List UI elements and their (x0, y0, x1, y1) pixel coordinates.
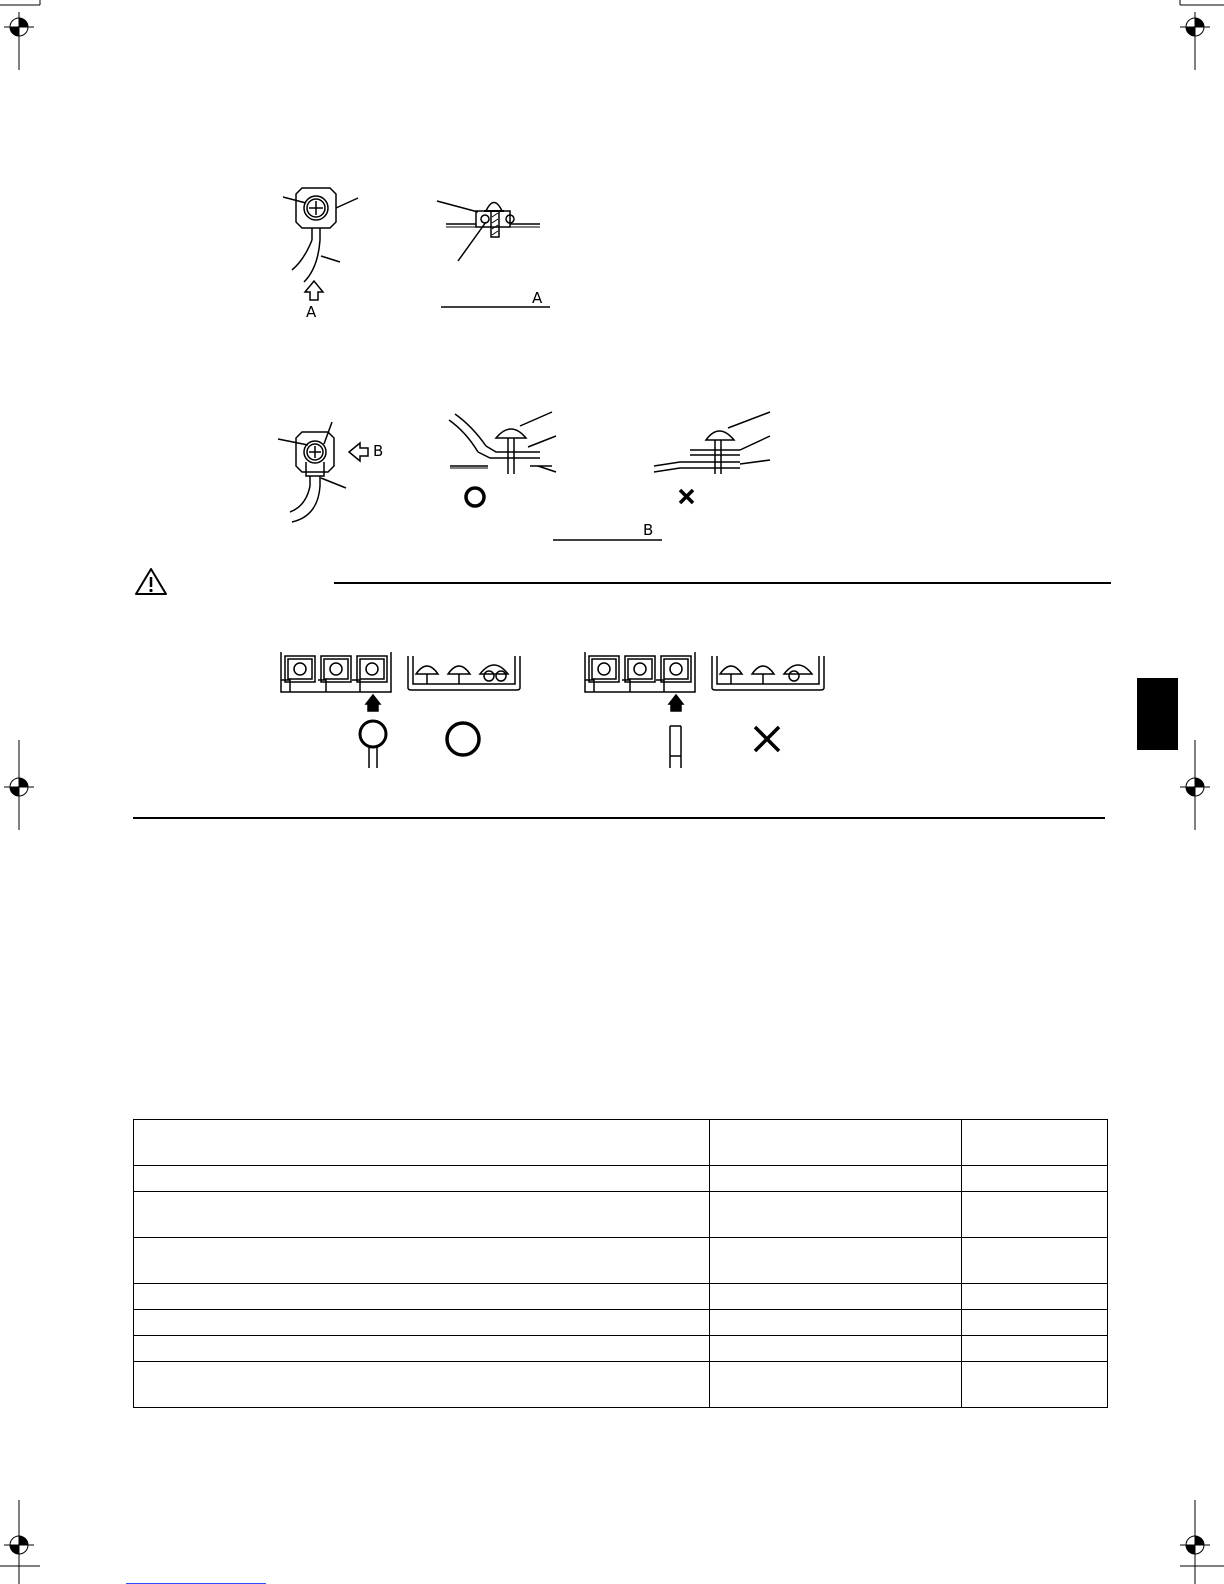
table-cell (962, 1362, 1108, 1408)
table-cell (710, 1120, 962, 1166)
figure-b-view-letter: B (373, 442, 384, 460)
table-cell (710, 1238, 962, 1284)
table-cell (134, 1166, 710, 1192)
table-cell (710, 1362, 962, 1408)
table-cell (710, 1284, 962, 1310)
table-cell (962, 1120, 1108, 1166)
table-cell (710, 1310, 962, 1336)
table-cell (134, 1310, 710, 1336)
terminal-incorrect-mark-icon (755, 727, 779, 751)
figure-a-caption-letter: A (532, 289, 543, 307)
terminal-correct-mark-icon (447, 723, 479, 755)
table-row (134, 1310, 1108, 1336)
table-row (134, 1362, 1108, 1408)
table-cell (962, 1192, 1108, 1238)
table-row (134, 1166, 1108, 1192)
table-cell (134, 1336, 710, 1362)
figure-b-caption-letter: B (643, 521, 654, 539)
table-cell (710, 1166, 962, 1192)
table-cell (962, 1238, 1108, 1284)
table-row (134, 1120, 1108, 1166)
table-cell (134, 1362, 710, 1408)
table-row (134, 1336, 1108, 1362)
caution-footer-rule (133, 817, 1105, 819)
table-cell (962, 1310, 1108, 1336)
table-cell (134, 1120, 710, 1166)
table-cell (962, 1284, 1108, 1310)
table-row (134, 1238, 1108, 1284)
table-cell (962, 1166, 1108, 1192)
table-row (134, 1192, 1108, 1238)
table-cell (710, 1192, 962, 1238)
table-cell (962, 1336, 1108, 1362)
table-row (134, 1284, 1108, 1310)
table-cell (134, 1284, 710, 1310)
figure-a-view-letter: A (306, 303, 317, 321)
specification-table (133, 1119, 1108, 1408)
table-cell (134, 1238, 710, 1284)
table-cell (710, 1336, 962, 1362)
section-tab-marker (1137, 678, 1178, 750)
table-cell (134, 1192, 710, 1238)
